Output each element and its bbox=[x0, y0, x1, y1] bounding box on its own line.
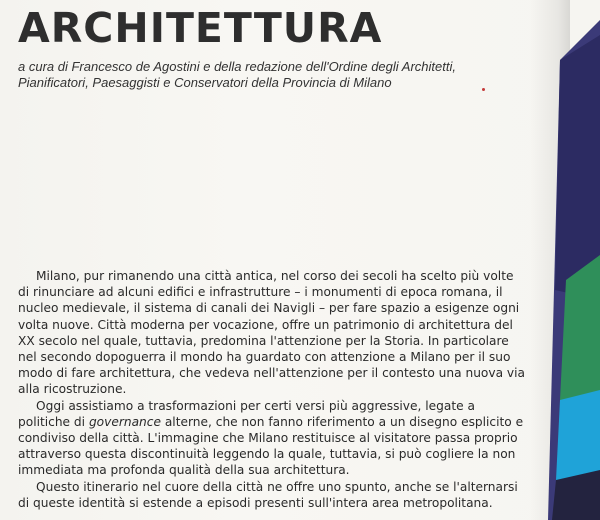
subtitle-line-1: a cura di Francesco de Agostini e della redazione dell'Ordine degli Architetti, bbox=[18, 59, 456, 74]
page-subtitle bbox=[18, 59, 518, 91]
paragraph-2-end: alterne, che non fanno riferimento a un disegno esplicito e condiviso della città. L'immagine che Milano restituisce al visitatore passa proprio attraverso questa discontinuità leggendo la quale, tuttavia, si può cogliere la non immediata ma profonda qualità della sua architettura. bbox=[18, 414, 524, 478]
subtitle-line-2: Pianificatori, Paesaggisti e Conservatori della Provincia di Milano bbox=[18, 75, 392, 90]
paragraph-2-start: Oggi assistiamo a trasformazioni per certi versi più aggressive, legate a politiche di bbox=[18, 398, 475, 429]
body-text bbox=[18, 268, 528, 511]
accent-dot bbox=[482, 88, 485, 91]
page-title: ARCHITETTURA bbox=[18, 4, 383, 52]
paragraph-1: Milano, pur rimanendo una città antica, nel corso dei secoli ha scelto più volte di rinunciare ad alcuni edifici e infrastrutture – i monumenti di epoca romana, il nucleo medievale, il sistema di canali dei Navigli – per fare spazio a esigenze ogni volta nuove. Città moderna per vocazione, offre un patrimonio di architettura del XX secolo nel quale, tuttavia, predomina l'attenzione per la Storia. In particolare nel secondo dopoguerra il mondo ha guardato con attenzione a Milano per il suo modo di fare architettura, che vedeva nell'attenzione per il contesto una nuova via alla ricostruzione. bbox=[18, 269, 526, 397]
paragraph-2 bbox=[18, 398, 528, 479]
paragraph-3: Questo itinerario nel cuore della città ne offre uno spunto, anche se l'alternarsi di queste identità si estende a episodi presenti sull'intera area metropolitana. bbox=[18, 479, 518, 510]
governance-term: governance bbox=[88, 414, 161, 429]
